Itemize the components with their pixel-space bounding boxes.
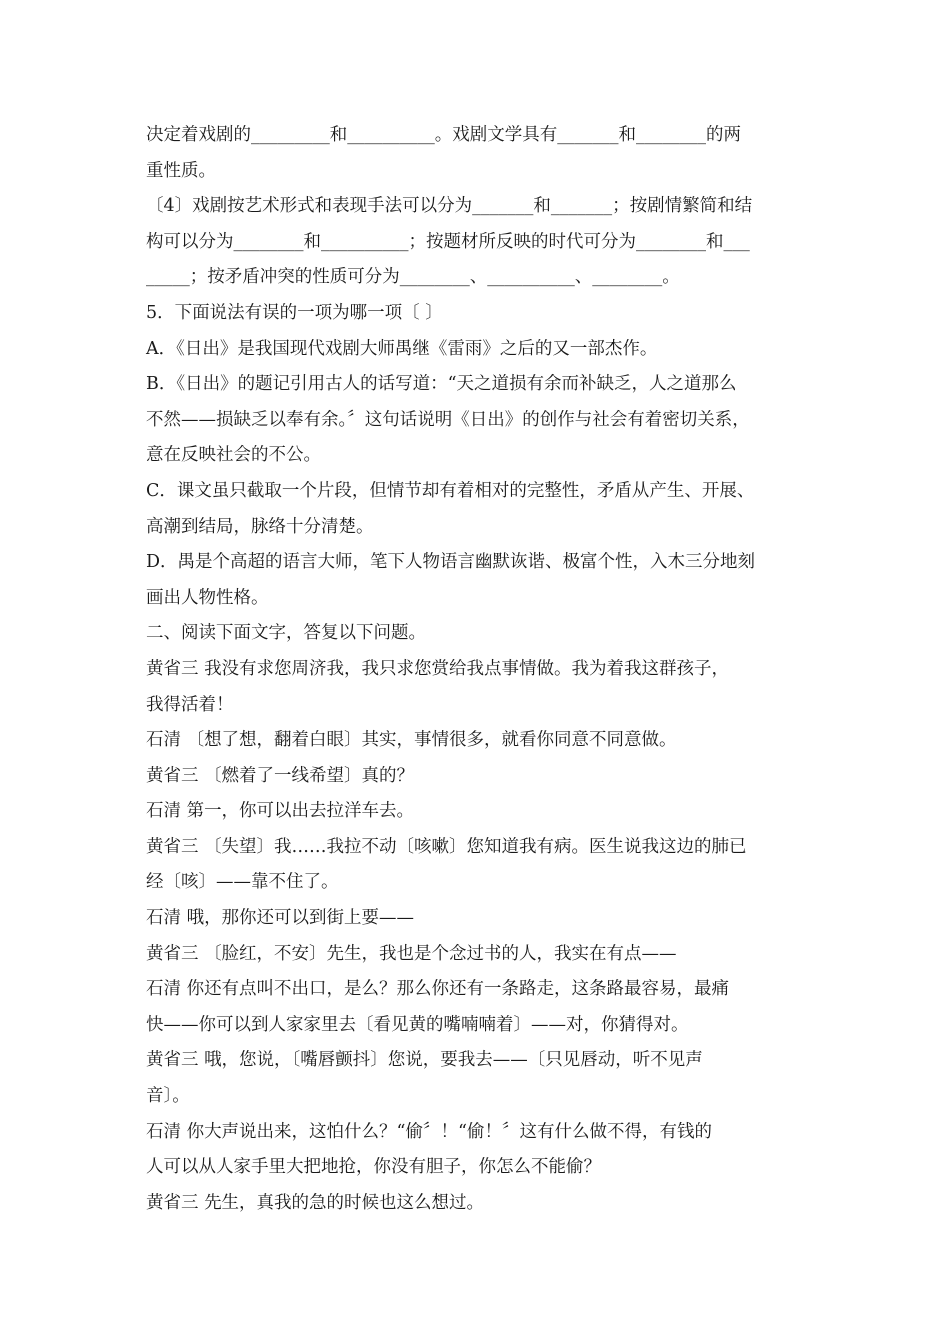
- text-line: 构可以分为________和__________；按题材所反映的时代可分为________和___: [146, 231, 750, 252]
- text-line: 决定着戏剧的_________和__________。戏剧文学具有_______和________的两: [146, 125, 741, 145]
- dialogue-line: 石清 〔想了想，翻着白眼〕其实，事情很多，就看你同意不同意做。: [146, 730, 677, 751]
- dialogue-line: 石清 第一，你可以出去拉洋车去。: [146, 801, 415, 822]
- option-b: B．《日出》的题记引用古人的话写道：“天之道损有余而补缺乏，人之道那么: [146, 374, 737, 395]
- dialogue-line: 黄省三 〔失望〕我……我拉不动〔咳嗽〕您知道我有病。医生说我这边的肺已: [146, 836, 747, 857]
- option-c: C．课文虽只截取一个片段，但情节却有着相对的完整性，矛盾从产生、开展、: [146, 480, 755, 501]
- dialogue-line: 石清 你大声说出来，这怕什么？“偷〞！“偷！〞这有什么做不得，有钱的: [146, 1121, 712, 1142]
- dialogue-line: 黄省三 〔脸红，不安〕先生，我也是个念过书的人，我实在有点——: [146, 943, 677, 964]
- dialogue-line: 快——你可以到人家家里去〔看见黄的嘴喃喃着〕——对，你猜得对。: [146, 1014, 689, 1035]
- dialogue-line: 石清 你还有点叫不出口，是么？那么你还有一条路走，这条路最容易，最痛: [146, 979, 730, 1000]
- dialogue-line: 黄省三 〔燃着了一线希望〕真的？: [146, 765, 415, 786]
- dialogue-line: 人可以从人家手里大把地抢，你没有胆子，你怎么不能偷？: [146, 1157, 601, 1178]
- option-d: D．禺是个高超的语言大师，笔下人物语言幽默诙谐、极富个性，入木三分地刻: [146, 552, 756, 573]
- document-page: [146, 118, 816, 1221]
- dialogue-line: 经〔咳〕——靠不住了。: [146, 872, 339, 893]
- dialogue-line: 音〕。: [146, 1086, 190, 1107]
- dialogue-line: 我得活着！: [146, 694, 234, 715]
- option-b-cont: 不然——损缺乏以奉有余。〞这句话说明《日出》的创作与社会有着密切关系，: [146, 409, 750, 430]
- option-b-cont: 意在反映社会的不公。: [146, 445, 321, 466]
- dialogue-line: 石清 哦，那你还可以到街上要——: [146, 908, 415, 929]
- option-d-cont: 画出人物性格。: [146, 587, 269, 608]
- option-a: A．《日出》是我国现代戏剧大师禺继《雷雨》之后的又一部杰作。: [146, 338, 658, 359]
- option-c-cont: 高潮到结局，脉络十分清楚。: [146, 516, 374, 537]
- question-5-stem: 5．下面说法有误的一项为哪一项〔 〕: [146, 302, 443, 323]
- dialogue-line: 黄省三 先生，真我的急的时候也这么想过。: [146, 1192, 485, 1213]
- dialogue-line: 黄省三 哦，您说，〔嘴唇颤抖〕您说，要我去——〔只见唇动，听不见声: [146, 1050, 703, 1071]
- text-line: 〔4〕戏剧按艺术形式和表现手法可以分为_______和_______；按剧情繁简和结: [146, 196, 753, 217]
- dialogue-line: 黄省三 我没有求您周济我，我只求您赏给我点事情做。我为着我这群孩子，: [146, 658, 730, 679]
- text-line: 重性质。: [146, 160, 216, 181]
- section-heading: 二、阅读下面文字，答复以下问题。: [146, 623, 426, 644]
- text-line: _____；按矛盾冲突的性质可分为________、__________、________。: [146, 267, 680, 288]
